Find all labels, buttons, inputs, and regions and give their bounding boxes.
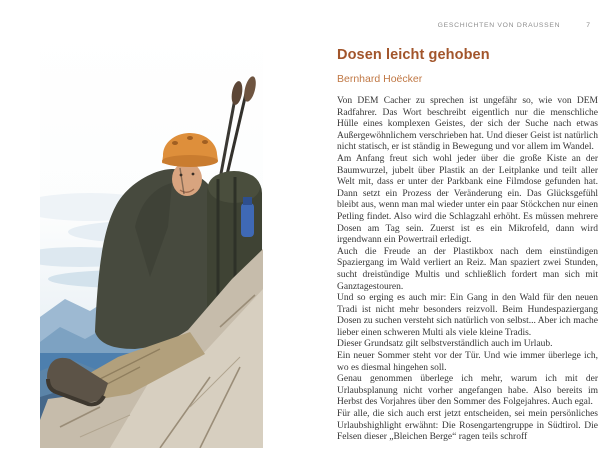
paragraph: Am Anfang freut sich wohl jeder über die große Kiste an der Baumwurzel, jubelt über Plastik an der Leitplanke und teilt aller Welt mit, dass er unter der Parkbank eine Filmdose gefunden hat. Dann setzt ein Prozess der Veränderung ein. Das Glücksgefühl bleibt aus, wenn man mal wieder unter ein paar Stöckchen nur einen Petling findet. Also wird die Schlagzahl erhöht. Es müssen mehrere Dosen am Tag sein. Zuerst ist es ein Mikrofeld, dann wird irgendwann ein Powertrail erledigt.: [337, 153, 598, 246]
climber-photo: [40, 27, 263, 448]
paragraph: Dieser Grundsatz gilt selbstverständlich auch im Urlaub.: [337, 339, 553, 350]
paragraph: Für alle, die sich auch erst jetzt entscheiden, sei mein persönliches Urlaubshighlight erwähnt: Die Rosengartengruppe in Südtirol. Die Felsen dieser „Bleichen Berge“ ragen teils schroff: [337, 409, 598, 443]
face: [172, 162, 202, 196]
article-author: Bernhard Hoëcker: [337, 73, 423, 85]
left-page: [40, 27, 263, 448]
running-header: [337, 22, 590, 29]
running-title: GESCHICHTEN VON DRAUSSEN: [437, 22, 561, 29]
article-body: [337, 96, 598, 444]
paragraph: Genau genommen überlege ich mehr, warum ich mit der Urlaubsplanung nicht vorher angefangen habe. Also bereits im Herbst des Vorjahres über den Sommer des Folgejahres. Auch egal.: [337, 374, 598, 408]
page-number: 7: [586, 22, 590, 29]
paragraph: Auch die Freude an der Plastikbox nach dem einstündigen Spaziergang im Wald verliert an Reiz. Man spaziert zwei Stunden, sucht dreistündige Multis und schließlich fordert man sich mit Ganztagestouren.: [337, 246, 598, 292]
article: [337, 47, 598, 444]
article-title: Dosen leicht gehoben: [337, 47, 490, 63]
paragraph: Von DEM Cacher zu sprechen ist ungefähr so, wie von DEM Radfahrer. Das Wort beschreibt eigentlich nur die menschliche Hülle eines komplexen Geistes, der sich der Suche nach etwas Außergewöhnlichem verschrieben hat. Und dieser Geist ist natürlich nicht statisch, er ist ständig in Bewegung und vor allem im Wandel.: [337, 96, 598, 153]
water-bottle: [241, 203, 254, 237]
paragraph: Ein neuer Sommer steht vor der Tür. Und wie immer überlege ich, wo es diesmal hingehen soll.: [337, 351, 598, 373]
paragraph: Und so erging es auch mir: Ein Gang in den Wald für den neuen Tradi ist nicht mehr besonders reizvoll. Beim Hundespaziergang Dosen zu suchen versteht sich natürlich von selbst... Aber ich mache lieber einen schweren Multi als viele kleine Tradis.: [337, 293, 598, 338]
